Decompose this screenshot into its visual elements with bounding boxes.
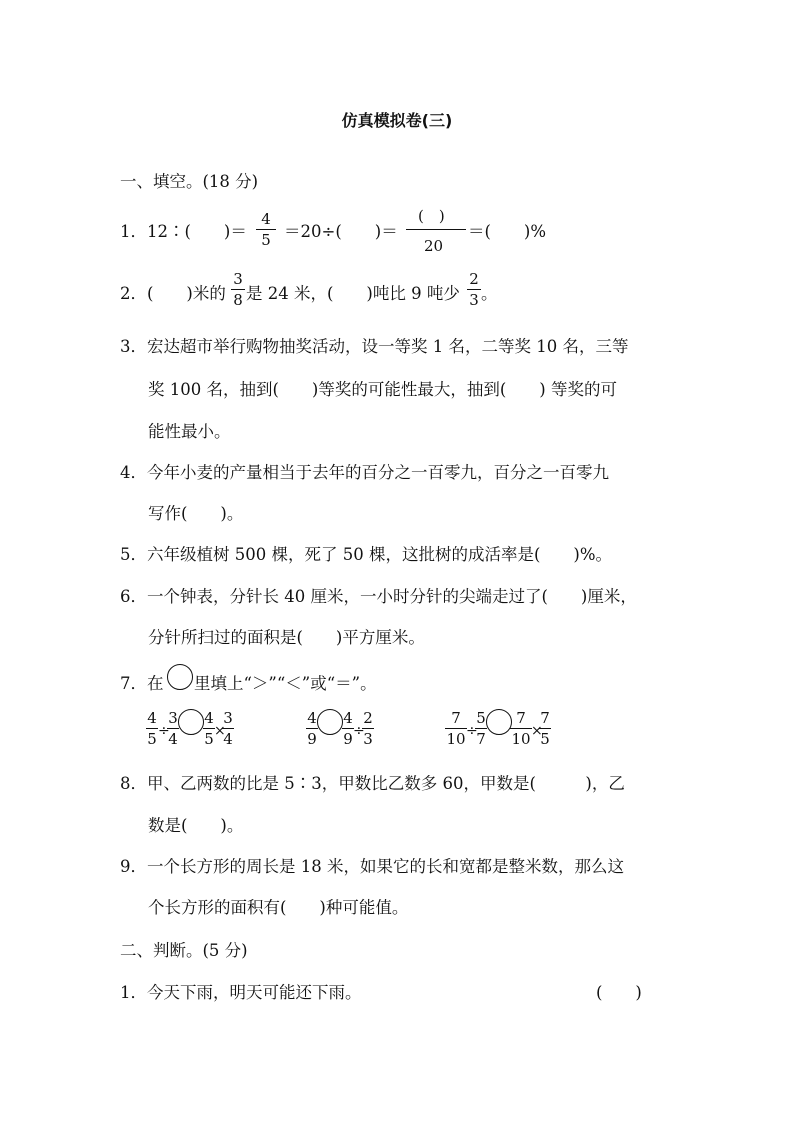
q4-line-2: 写作( )。 — [148, 504, 244, 523]
q3-line-1: 3．宏达超市举行购物抽奖活动，设一等奖 1 名，二等奖 10 名，三等 — [120, 337, 629, 356]
q7-c2-operator-2: ÷ — [353, 723, 365, 739]
q7-c3-fraction-c: 7 10 — [511, 709, 531, 748]
q3-line-3: 能性最小。 — [148, 422, 231, 441]
q1-end: ＝( )% — [468, 222, 547, 241]
q1-blank-denominator: 20 — [424, 237, 444, 255]
page-title: 仿真模拟卷(三) — [341, 111, 453, 130]
section-1-heading: 一、填空。(18 分) — [120, 172, 259, 191]
q1-fraction-numerator: 4 — [261, 210, 271, 228]
q7-suffix: 里填上“＞”“＜”或“＝”。 — [194, 674, 377, 693]
section-2-heading: 二、判断。(5 分) — [120, 941, 248, 960]
q7-c1-fraction-d: 3 4 — [223, 709, 233, 748]
q7-c2-fraction-a: 4 9 — [307, 709, 317, 748]
q2-part-c: 。 — [481, 284, 498, 303]
q1-blank-numerator: ( ) — [418, 207, 445, 225]
q2-fraction-2-denominator: 3 — [469, 291, 479, 309]
q1-fraction — [256, 210, 276, 249]
q7-c3-answer-circle[interactable] — [486, 709, 512, 735]
q6-line-1: 6．一个钟表，分针长 40 厘米，一小时分针的尖端走过了( )厘米， — [120, 587, 637, 606]
q7-c3-fraction-d: 7 5 — [540, 709, 550, 748]
q7-c3-operator-1: ÷ — [466, 723, 478, 739]
q7-instruction-circle — [167, 664, 193, 690]
q3-line-2: 奖 100 名，抽到( )等奖的可能性最大，抽到( ) 等奖的可 — [148, 380, 617, 399]
q7-c2-fraction-c: 4 9 — [343, 709, 353, 748]
q7-c2-fraction-d: 2 3 — [363, 709, 373, 748]
j1-text: 1．今天下雨，明天可能还下雨。 — [120, 983, 362, 1002]
q9-line-2: 个长方形的面积有( )种可能值。 — [148, 898, 409, 917]
q1-fraction-denominator: 5 — [261, 231, 271, 249]
q6-line-2: 分针所扫过的面积是( )平方厘米。 — [148, 628, 425, 647]
q4-line-1: 4．今年小麦的产量相当于去年的百分之一百零九，百分之一百零九 — [120, 463, 609, 482]
q7-c1-fraction-a: 4 5 — [147, 709, 157, 748]
q7-c1-fraction-b: 3 4 — [168, 709, 178, 748]
q2-fraction-2-numerator: 2 — [469, 270, 479, 288]
q7-c1-operator-1: ÷ — [158, 723, 170, 739]
q7-c3-fraction-b: 5 7 — [476, 709, 486, 748]
q7-c3-fraction-a: 7 10 — [446, 709, 466, 748]
q1-fraction-bar — [406, 229, 466, 230]
q7-c1-answer-circle[interactable] — [178, 709, 204, 735]
q2-fraction-1 — [231, 270, 245, 309]
q5-line-1: 5．六年级植树 500 棵，死了 50 棵，这批树的成活率是( )%。 — [120, 545, 613, 564]
q1-middle: ＝20÷( )＝ — [284, 222, 398, 241]
q7-c1-fraction-c: 4 5 — [204, 709, 214, 748]
q2-fraction-1-numerator: 3 — [233, 270, 243, 288]
q1-label: 1．12∶( )＝ — [120, 222, 247, 241]
q7-c2-answer-circle[interactable] — [317, 709, 343, 735]
q8-line-1: 8．甲、乙两数的比是 5∶3，甲数比乙数多 60，甲数是( )，乙 — [120, 774, 625, 793]
q2-part-a: 2．( )米的 — [120, 284, 226, 303]
q2-fraction-1-denominator: 8 — [233, 291, 243, 309]
q2-fraction-2 — [467, 270, 481, 309]
q8-line-2: 数是( )。 — [148, 816, 244, 835]
q9-line-1: 9．一个长方形的周长是 18 米，如果它的长和宽都是整米数，那么这 — [120, 857, 624, 876]
j1-answer-blank[interactable]: ( ) — [596, 983, 642, 1002]
q2-part-b: 是 24 米，( )吨比 9 吨少 — [246, 284, 460, 303]
q7-prefix: 7．在 — [120, 674, 164, 693]
q7-c1-operator-2: × — [214, 723, 226, 739]
q7-c3-operator-2: × — [531, 723, 543, 739]
